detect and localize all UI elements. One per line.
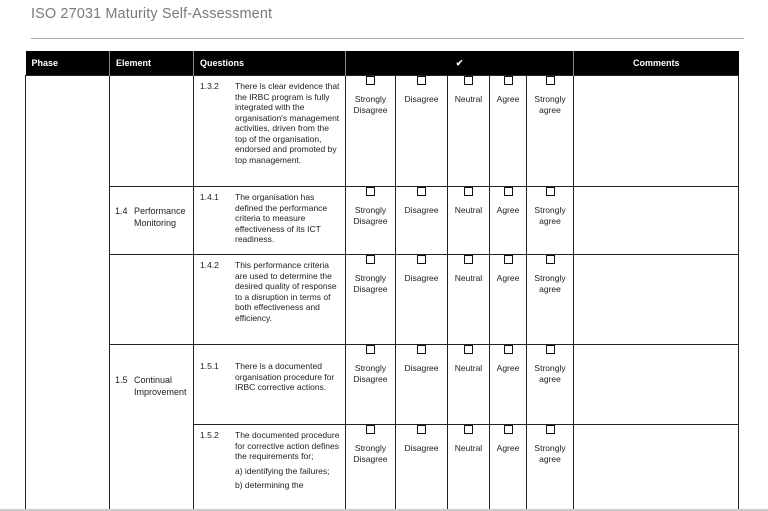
checkbox-icon[interactable] bbox=[464, 187, 473, 196]
question-text: The documented procedure for corrective action defines the requirements for; a) identifying the failures; b) determining the bbox=[235, 430, 340, 490]
comments-field[interactable] bbox=[574, 187, 739, 255]
rating-neutral[interactable]: Neutral bbox=[448, 345, 490, 425]
checkbox-icon[interactable] bbox=[464, 425, 473, 434]
table-row bbox=[26, 76, 739, 187]
rating-strongly-disagree[interactable]: Strongly Disagree bbox=[346, 345, 396, 425]
checkbox-icon[interactable] bbox=[504, 425, 513, 434]
checkbox-icon[interactable] bbox=[366, 76, 375, 85]
checkbox-icon[interactable] bbox=[366, 255, 375, 264]
question-text: The organisation has defined the performance criteria to measure effectiveness of its ICT readiness. bbox=[235, 192, 328, 244]
checkbox-icon[interactable] bbox=[417, 425, 426, 434]
checkbox-icon[interactable] bbox=[504, 187, 513, 196]
rating-agree[interactable]: Agree bbox=[490, 76, 527, 187]
rating-strongly-disagree[interactable]: Strongly Disagree bbox=[346, 187, 396, 255]
checkbox-icon[interactable] bbox=[546, 425, 555, 434]
checkbox-icon[interactable] bbox=[504, 76, 513, 85]
checkbox-icon[interactable] bbox=[417, 345, 426, 354]
comments-field[interactable] bbox=[574, 255, 739, 345]
rating-strongly-agree[interactable]: Strongly agree bbox=[527, 255, 574, 345]
checkbox-icon[interactable] bbox=[417, 187, 426, 196]
rating-strongly-agree[interactable]: Strongly agree bbox=[527, 187, 574, 255]
header-rating-checkmark-icon: ✔ bbox=[346, 51, 574, 76]
checkbox-icon[interactable] bbox=[504, 255, 513, 264]
checkbox-icon[interactable] bbox=[366, 345, 375, 354]
document-title: ISO 27031 Maturity Self-Assessment bbox=[31, 6, 273, 22]
question-number: 1.5.2 bbox=[200, 430, 219, 440]
table-row bbox=[26, 345, 739, 425]
rating-strongly-agree[interactable]: Strongly agree bbox=[527, 345, 574, 425]
table-row bbox=[26, 187, 739, 255]
checkbox-icon[interactable] bbox=[546, 345, 555, 354]
element-cell bbox=[110, 76, 194, 187]
checkbox-icon[interactable] bbox=[546, 187, 555, 196]
checkbox-icon[interactable] bbox=[546, 255, 555, 264]
table-row bbox=[26, 255, 739, 345]
question-number: 1.4.1 bbox=[200, 192, 219, 202]
checkbox-icon[interactable] bbox=[464, 345, 473, 354]
rating-neutral[interactable]: Neutral bbox=[448, 76, 490, 187]
checkbox-icon[interactable] bbox=[417, 76, 426, 85]
rating-strongly-disagree[interactable]: Strongly Disagree bbox=[346, 255, 396, 345]
element-cell: 1.5 Continual Improvement bbox=[110, 345, 194, 511]
checkbox-icon[interactable] bbox=[464, 76, 473, 85]
element-cell: 1.4 Performance Monitoring bbox=[110, 187, 194, 255]
comments-field[interactable] bbox=[574, 345, 739, 425]
rating-agree[interactable]: Agree bbox=[490, 345, 527, 425]
rating-agree[interactable]: Agree bbox=[490, 425, 527, 511]
rating-agree[interactable]: Agree bbox=[490, 187, 527, 255]
question-cell bbox=[194, 76, 346, 187]
header-comments: Comments bbox=[574, 51, 739, 76]
rating-disagree[interactable]: Disagree bbox=[396, 76, 448, 187]
question-text: This performance criteria are used to determine the desired quality of response to a disruption in terms of both effectiveness and efficiency. bbox=[235, 260, 337, 323]
rating-neutral[interactable]: Neutral bbox=[448, 255, 490, 345]
question-cell bbox=[194, 425, 346, 511]
rating-agree[interactable]: Agree bbox=[490, 255, 527, 345]
header-phase: Phase bbox=[26, 51, 110, 76]
rating-disagree[interactable]: Disagree bbox=[396, 345, 448, 425]
checkbox-icon[interactable] bbox=[417, 255, 426, 264]
rating-disagree[interactable]: Disagree bbox=[396, 255, 448, 345]
header-element: Element bbox=[110, 51, 194, 76]
comments-field[interactable] bbox=[574, 425, 739, 511]
element-cell bbox=[110, 255, 194, 345]
question-cell bbox=[194, 187, 346, 255]
rating-strongly-disagree[interactable]: Strongly Disagree bbox=[346, 76, 396, 187]
checkbox-icon[interactable] bbox=[546, 76, 555, 85]
checkbox-icon[interactable] bbox=[464, 255, 473, 264]
table-header-row bbox=[26, 51, 739, 76]
rating-disagree[interactable]: Disagree bbox=[396, 187, 448, 255]
question-number: 1.5.1 bbox=[200, 361, 219, 371]
rating-neutral[interactable]: Neutral bbox=[448, 425, 490, 511]
question-text: There is clear evidence that the IRBC program is fully integrated with the organisation's management activities, driven from the top of the organisation, endorsed and promoted by top management. bbox=[235, 81, 340, 165]
rating-strongly-disagree[interactable]: Strongly Disagree bbox=[346, 425, 396, 511]
question-cell bbox=[194, 345, 346, 425]
rating-strongly-agree[interactable]: Strongly agree bbox=[527, 76, 574, 187]
header-questions: Questions bbox=[194, 51, 346, 76]
rating-disagree[interactable]: Disagree bbox=[396, 425, 448, 511]
question-text: There is a documented organisation procedure for IRBC corrective actions. bbox=[235, 361, 335, 392]
phase-cell bbox=[26, 76, 110, 511]
comments-field[interactable] bbox=[574, 76, 739, 187]
checkbox-icon[interactable] bbox=[366, 425, 375, 434]
question-number: 1.4.2 bbox=[200, 260, 219, 270]
checkbox-icon[interactable] bbox=[366, 187, 375, 196]
question-cell bbox=[194, 255, 346, 345]
checkbox-icon[interactable] bbox=[504, 345, 513, 354]
rating-neutral[interactable]: Neutral bbox=[448, 187, 490, 255]
assessment-table bbox=[25, 51, 739, 511]
rating-strongly-agree[interactable]: Strongly agree bbox=[527, 425, 574, 511]
title-divider bbox=[31, 38, 744, 39]
question-number: 1.3.2 bbox=[200, 81, 219, 91]
